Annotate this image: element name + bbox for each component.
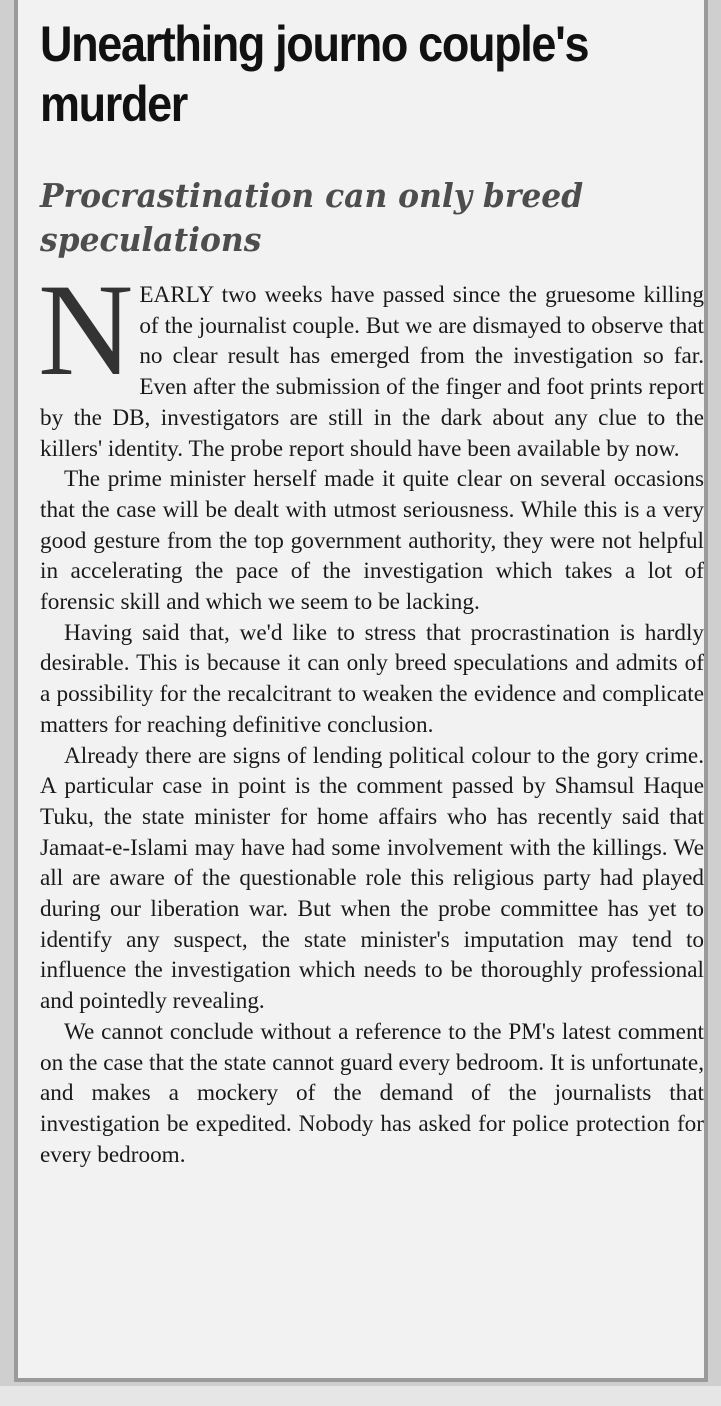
paragraph-1-text: EARLY two weeks have passed since the gruesome killing of the journalist couple. But we are dismayed to observe that no clear result has emerged from the investigation so far. Even after the submission of the finger and foot prints report by the DB, investigators are still in the dark about any clue to the killers' identity. The probe report should have been available by now. — [40, 282, 704, 462]
bottom-strip — [0, 1386, 721, 1406]
paragraph-2: The prime minister herself made it quite clear on several occasions that the case will be dealt with utmost seriousness. While this is a very good gesture from the top government authority, they were not helpful in accelerating the pace of the investigation which takes a lot of forensic skill and which we seem to be lacking. — [40, 466, 704, 616]
article-body — [38, 256, 704, 1170]
editorial-page — [14, 0, 708, 1382]
drop-cap: N — [38, 256, 134, 403]
paragraph-3: Having said that, we'd like to stress that procrastination is hardly desirable. This is because it can only breed speculations and admits of a possibility for the recalcitrant to weaken the evidence and complicate matters for reaching definitive conclusion. — [40, 619, 704, 738]
paragraph-5: We cannot conclude without a reference to the PM's latest comment on the case that the state cannot guard every bedroom. It is unfortunate, and makes a mockery of the demand of the journalists that investigation be expedited. Nobody has asked for police protection for every bedroom. — [40, 1018, 704, 1168]
paragraph-1 — [38, 256, 704, 464]
subheadline: Procrastination can only breed speculations — [40, 176, 584, 259]
paragraph-4: Already there are signs of lending political colour to the gory crime. A particular case in point is the comment passed by Shamsul Haque Tuku, the state minister for home affairs who has recently said that Jamaat-e-Islami may have had some involvement with the killings. We all are aware of the questionable role this religious party had played during our liberation war. But when the probe committee has yet to identify any suspect, the state minister's imputation may tend to influence the investigation which needs to be thoroughly professional and pointedly revealing. — [40, 742, 704, 1015]
headline: Unearthing journo couple's murder — [40, 16, 589, 132]
